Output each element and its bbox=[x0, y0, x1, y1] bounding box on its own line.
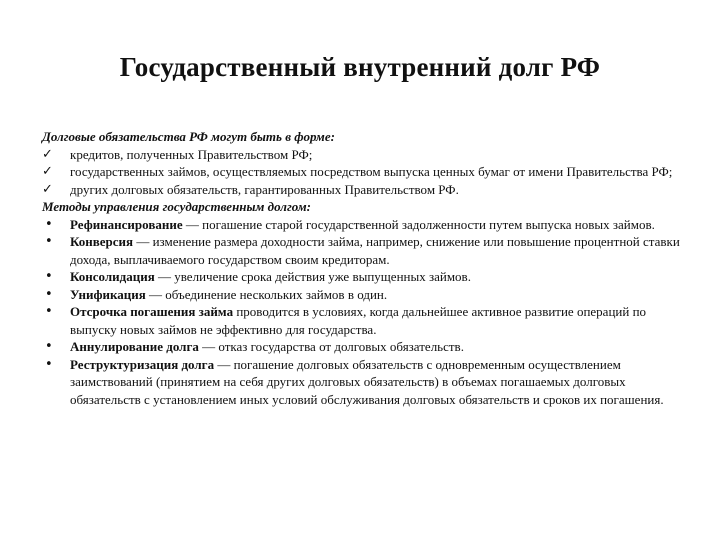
list-item-text: кредитов, полученных Правительством РФ; bbox=[70, 146, 313, 162]
list-item bbox=[42, 268, 682, 286]
bullet-icon: • bbox=[45, 339, 53, 354]
list-item bbox=[42, 303, 682, 338]
list-item bbox=[42, 146, 682, 164]
method-description: — погашение долговых обязательств с одновременным осуществлением заимствований (принятием на себя других долговых обязательств) в объемах погашаемых долговых обязательств с установлением иных условий обслуживания долговых обязательств и сроков их погашения. bbox=[70, 356, 664, 407]
bullet-icon: • bbox=[45, 269, 53, 284]
list-item bbox=[42, 286, 682, 304]
method-description: — изменение размера доходности займа, например, снижение или повышение процентной ставки дохода, выплачиваемого государством своим кредиторам. bbox=[70, 234, 680, 267]
list-item-text: других долговых обязательств, гарантированных Правительством РФ. bbox=[70, 181, 459, 197]
check-icon: ✓ bbox=[42, 164, 53, 179]
method-description: — погашение старой государственной задолженности путем выпуска новых займов. bbox=[182, 216, 655, 232]
method-term: Унификация bbox=[70, 286, 146, 302]
slide-title: Государственный внутренний долг РФ bbox=[119, 52, 601, 82]
bullet-icon: • bbox=[45, 304, 53, 319]
method-term: Отсрочка погашения займа bbox=[70, 304, 234, 319]
method-description: — объединение нескольких займов в один. bbox=[145, 286, 388, 302]
method-term: Конверсия bbox=[70, 234, 134, 249]
method-term: Аннулирование долга bbox=[70, 339, 199, 354]
method-description: — отказ государства от долговых обязательств. bbox=[198, 339, 464, 354]
list-item bbox=[42, 216, 682, 234]
section-heading-forms: Долговые обязательства РФ могут быть в форме: bbox=[42, 129, 335, 144]
list-item-text: государственных займов, осуществляемых посредством выпуска ценных бумаг от имени Правительства РФ; bbox=[70, 164, 673, 179]
forms-list bbox=[42, 146, 682, 199]
check-icon: ✓ bbox=[42, 146, 53, 162]
list-item bbox=[42, 181, 682, 199]
method-term: Рефинансирование bbox=[70, 216, 183, 232]
bullet-icon: • bbox=[45, 234, 53, 249]
section-heading-methods: Методы управления государственным долгом: bbox=[42, 199, 312, 214]
methods-list bbox=[42, 216, 682, 409]
method-description: — увеличение срока действия уже выпущенных займов. bbox=[154, 269, 471, 284]
list-item bbox=[42, 163, 682, 181]
bullet-icon: • bbox=[45, 216, 53, 232]
method-term: Реструктуризация долга bbox=[70, 356, 215, 372]
list-item bbox=[42, 338, 682, 356]
bullet-icon: • bbox=[45, 286, 53, 302]
list-item bbox=[42, 233, 682, 268]
method-term: Консолидация bbox=[70, 269, 155, 284]
method-description: проводится в условиях, когда дальнейшее активное развитие операций по выпуску новых займов не эффективно для государства. bbox=[70, 304, 647, 337]
slide-content bbox=[42, 128, 682, 408]
bullet-icon: • bbox=[45, 356, 53, 372]
list-item bbox=[42, 356, 682, 409]
check-icon: ✓ bbox=[42, 181, 53, 197]
